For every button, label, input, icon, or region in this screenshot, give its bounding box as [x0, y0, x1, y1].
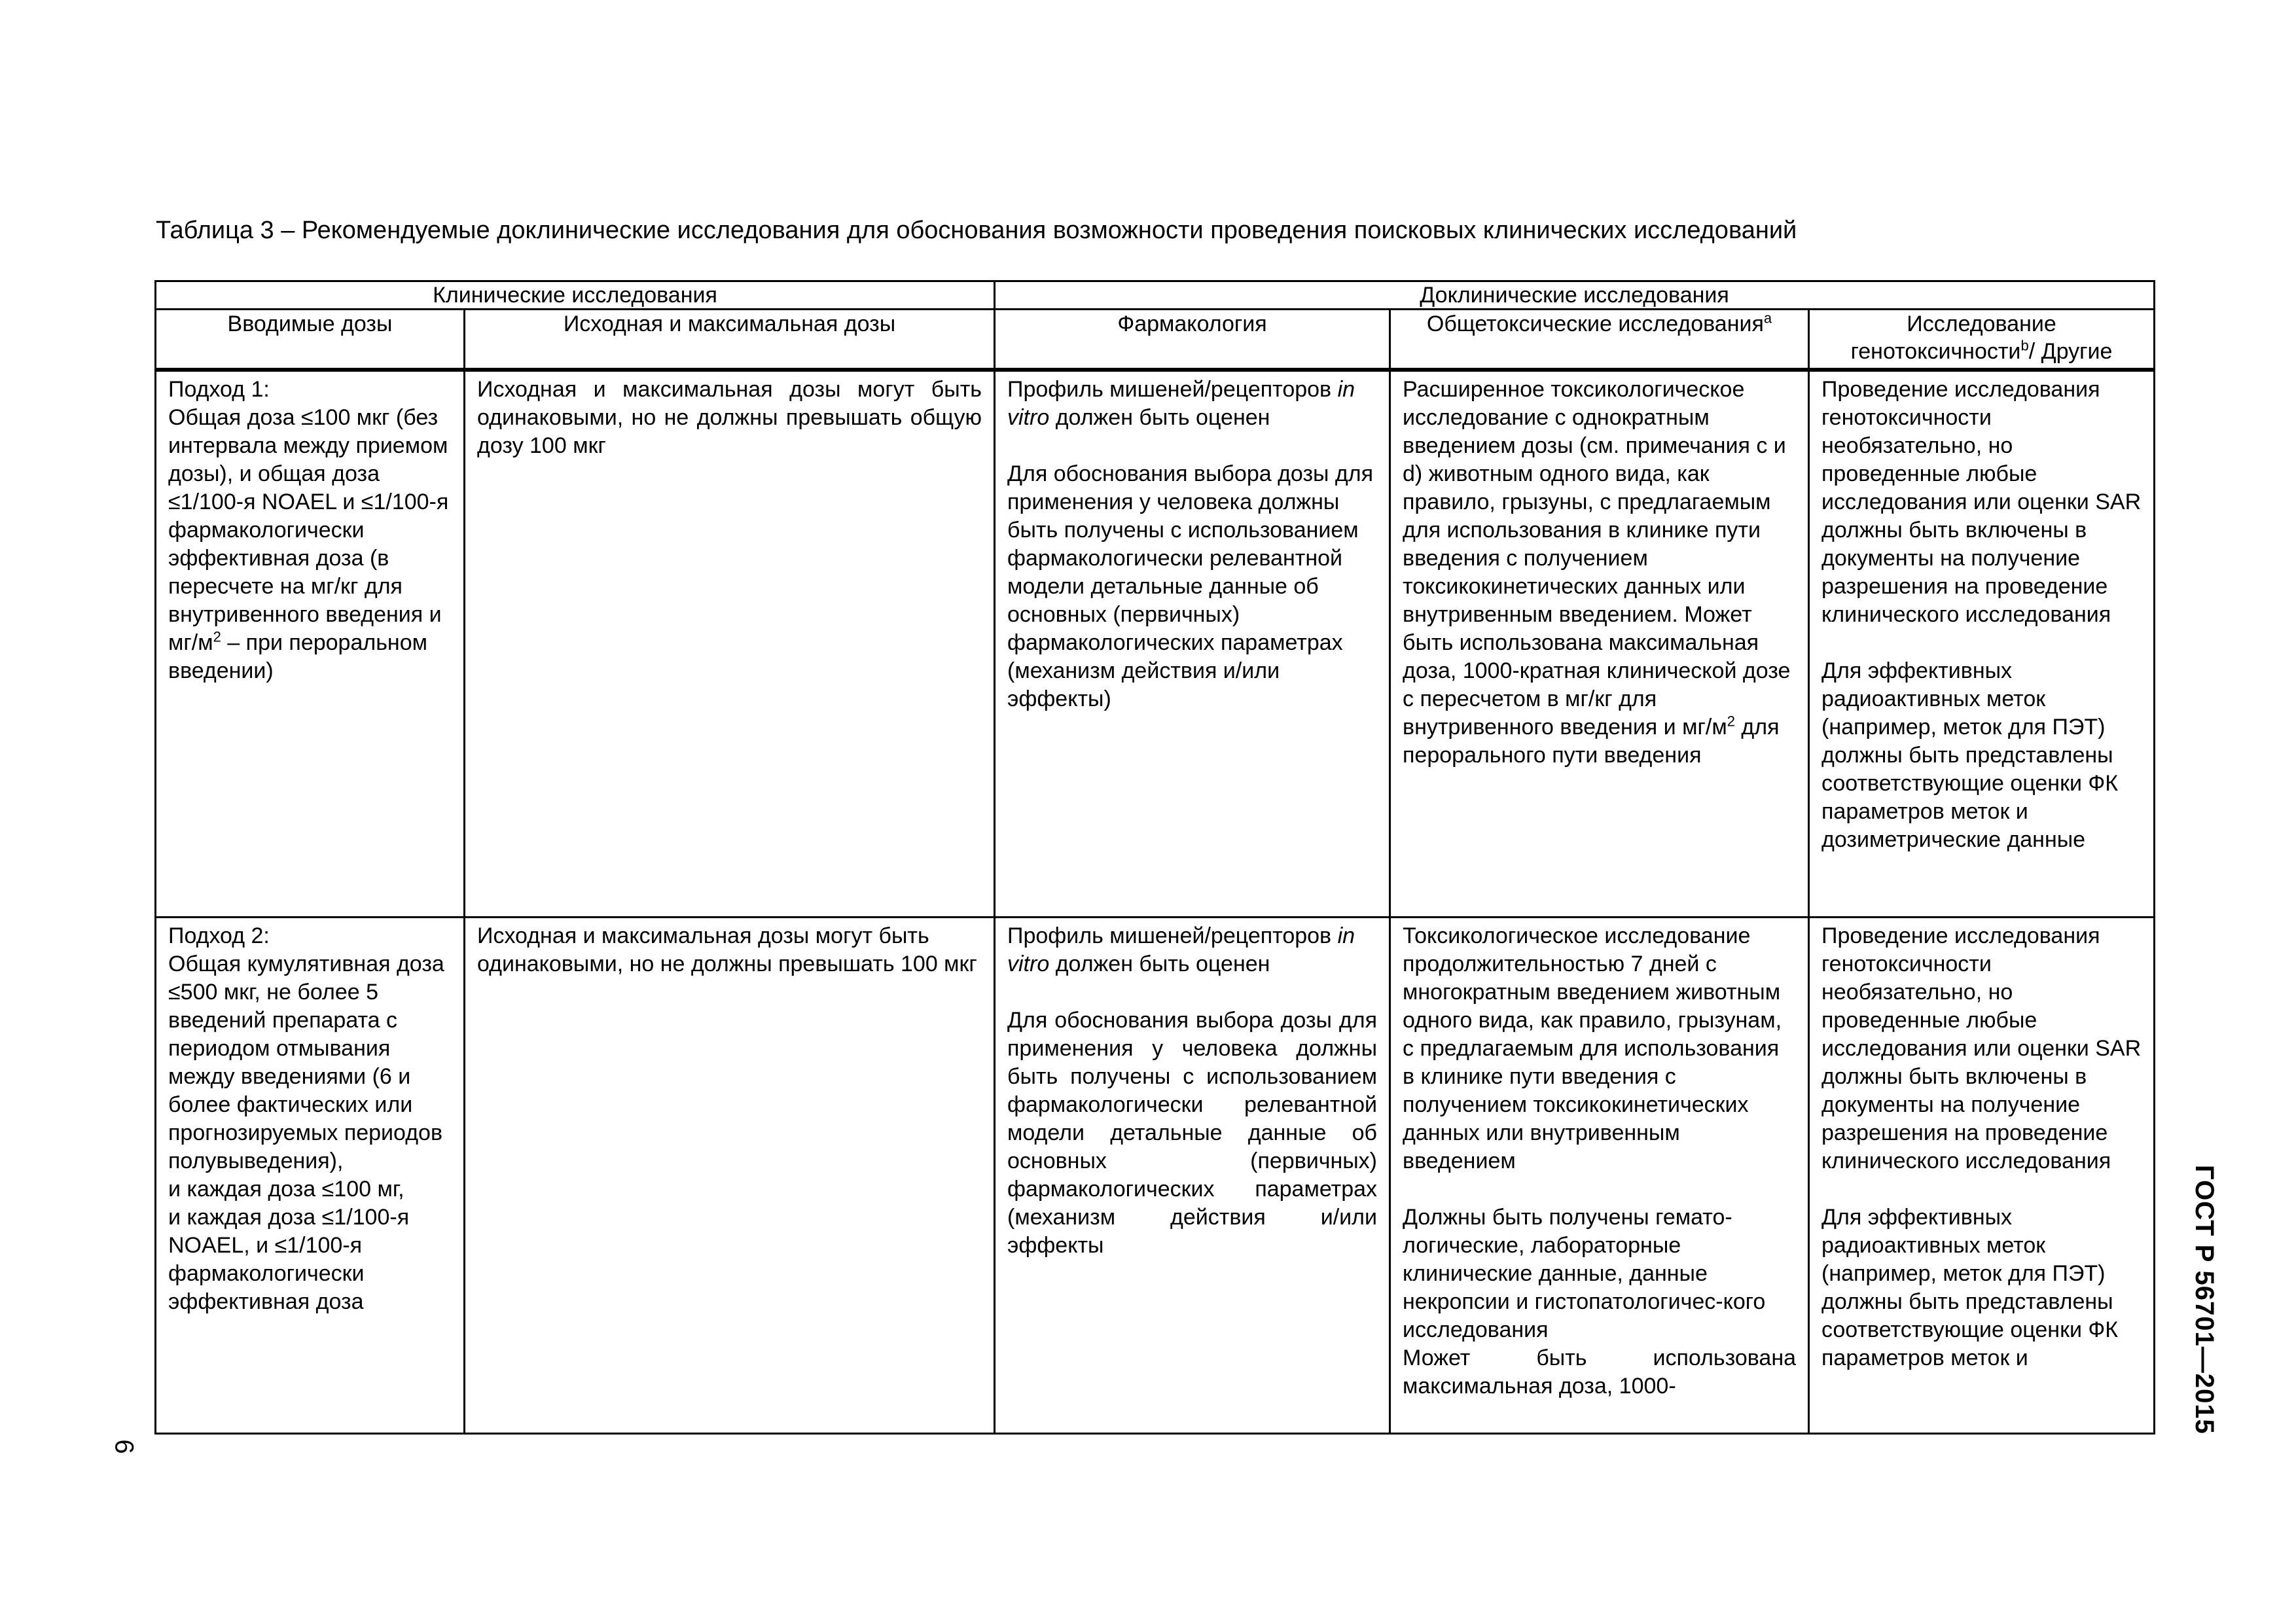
col-header-start-max: Исходная и максимальная дозы — [465, 310, 995, 370]
col-header-general-tox — [1390, 310, 1809, 370]
standard-code: ГОСТ Р 56701—2015 — [2190, 1165, 2219, 1435]
pharm-text-end: должен быть оценен — [1049, 405, 1270, 430]
doses-text: Подход 1: Общая доза ≤100 мкг (без интервала между приемом дозы), и общая доза ≤1/100-я NOAEL и ≤1/100-я фармакологически эффективная доза (в пересчете на мг/кг для внутривенного введения и мг/м — [168, 377, 449, 655]
genotox-label: Исследование генотоксичности — [1850, 312, 2056, 364]
geno-text: Проведение исследования генотоксичности необязательно, но проведенные любые исследования или оценки SAR должны быть включены в документы на получение разрешения на проведение клинического исследования — [1821, 923, 2142, 1173]
start-max-text: Исходная и максимальная дозы могут быть одинаковыми, но не должны превышать 100 мкг — [477, 923, 977, 976]
tox-text-end: для перорального пути введения — [1403, 715, 1780, 768]
doses-text: Подход 2: Общая кумулятивная доза ≤500 мкг, не более 5 введений препарата с периодом отмывания между введениями (6 и более фактических или прогнозируемых периодов полувыведения), и каждая доза ≤100 мг, и каждая доза ≤1/100-я NOAEL, и ≤1/100-я фармакологически эффективная доза — [168, 923, 444, 1314]
tox-paragraph: Должны быть получены гемато-логические, лабораторные клинические данные, данные некропсии и гистопатологичес-кого исследования — [1403, 1205, 1766, 1342]
clinical-studies-header: Клинические исследования — [156, 281, 995, 310]
recommendations-table — [154, 280, 2155, 1435]
footnote-b: b — [2020, 337, 2029, 354]
superscript: 2 — [213, 628, 221, 645]
col-header-genotox — [1809, 310, 2155, 370]
tox-text: Токсикологическое исследование продолжительностью 7 дней с многократным введением животным одного вида, как правило, грызунам, с предлагаемым для использования в клинике пути введения с получением токсикокинетических данных или внутривенным введением — [1403, 923, 1782, 1173]
pharm-in-vitro: in vitro — [1007, 923, 1355, 976]
header-columns-row — [156, 310, 2155, 370]
header-group-row — [156, 281, 2155, 310]
table-caption: Таблица 3 – Рекомендуемые доклинические исследования для обоснования возможности проведения поисковых клинических исследований — [156, 217, 1797, 244]
other-label: / Другие — [2028, 339, 2113, 364]
pharm-text: Профиль мишеней/рецепторов — [1007, 377, 1338, 402]
pharm-text: Профиль мишеней/рецепторов — [1007, 923, 1338, 948]
table-row — [156, 918, 2155, 1434]
footnote-a: a — [1763, 310, 1772, 327]
cell-general-tox — [1390, 370, 1809, 918]
col-header-doses: Вводимые дозы — [156, 310, 465, 370]
cell-start-max — [465, 918, 995, 1434]
geno-paragraph: Для эффективных радиоактивных меток (например, меток для ПЭТ) должны быть представлены соответствующие оценки ФК параметров меток и дозиметрические данные — [1821, 658, 2119, 852]
pharm-text-end: должен быть оценен — [1049, 952, 1270, 976]
cell-pharmacology — [995, 918, 1390, 1434]
pharm-in-vitro: in vitro — [1007, 377, 1355, 430]
cell-start-max — [465, 370, 995, 918]
tox-text: Расширенное токсикологическое исследование с однократным введением дозы (см. примечания с и d) животным одного вида, как правило, грызуны, с предлагаемым для использования в клинике пути введения с получением токсикокинетических данных или внутривенным введением. Может быть использована максимальная доза, 1000-кратная клинической дозе с пересчетом в мг/кг для внутривенного введения и мг/м — [1403, 377, 1791, 740]
col-header-pharmacology: Фармакология — [995, 310, 1390, 370]
cell-genotox — [1809, 918, 2155, 1434]
doses-text-end: – при пероральном введении) — [168, 630, 427, 683]
tox-paragraph-continued: Может быть использована максимальная доза, 1000- — [1403, 1346, 1797, 1399]
geno-text: Проведение исследования генотоксичности необязательно, но проведенные любые исследования или оценки SAR должны быть включены в документы на получение разрешения на проведение клинического исследования — [1821, 377, 2142, 627]
superscript: 2 — [1727, 713, 1735, 730]
cell-general-tox — [1390, 918, 1809, 1434]
page-number: 6 — [109, 1439, 139, 1454]
start-max-text: Исходная и максимальная дозы могут быть одинаковыми, но не должны превышать общую дозу 100 мкг — [477, 377, 982, 458]
general-tox-label: Общетоксические исследования — [1426, 312, 1764, 336]
geno-paragraph: Для эффективных радиоактивных меток (например, меток для ПЭТ) должны быть представлены соответствующие оценки ФК параметров меток и — [1821, 1205, 2119, 1370]
cell-genotox — [1809, 370, 2155, 918]
preclinical-studies-header: Доклинические исследования — [995, 281, 2155, 310]
cell-doses — [156, 918, 465, 1434]
cell-pharmacology — [995, 370, 1390, 918]
pharm-paragraph: Для обоснования выбора дозы для применения у человека должны быть получены с использованием фармакологически релевантной модели детальные данные об основных (первичных) фармакологических параметрах (механизм действия и/или эффекты — [1007, 1008, 1378, 1258]
cell-doses — [156, 370, 465, 918]
pharm-paragraph: Для обоснования выбора дозы для применения у человека должны быть получены с использованием фармакологически релевантной модели детальные данные об основных (первичных) фармакологических параметрах (механизм действия и/или эффекты) — [1007, 461, 1374, 711]
table-row — [156, 370, 2155, 918]
